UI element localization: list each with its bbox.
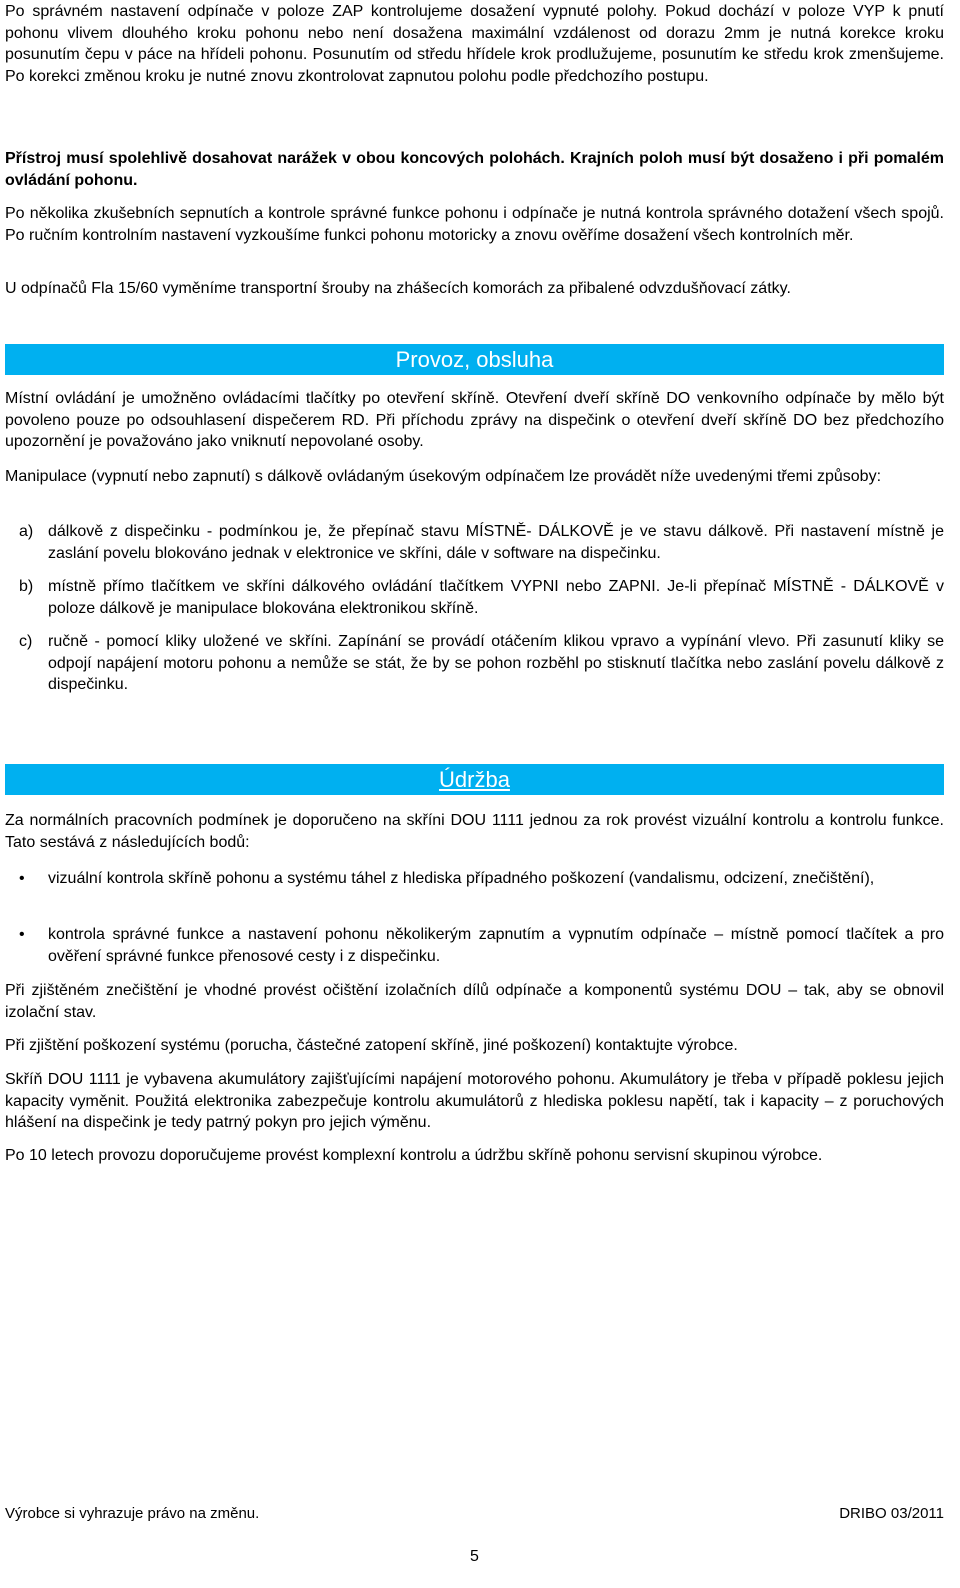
paragraph-cleaning: Při zjištěném znečištění je vhodné provést očištění izolačních dílů odpínače a komponentů systému DOU – tak, aby se obnovil izolační stav. [5, 982, 944, 1021]
list-item-text: místně přímo tlačítkem ve skříni dálkového ovládání tlačítkem VYPNI nebo ZAPNI. Je-li přepínač MÍSTNĚ - DÁLKOVĚ v poloze dálkově je manipulace blokována elektronikou skříně. [48, 578, 944, 617]
paragraph-joint-check: Po několika zkušebních sepnutích a kontrole správné funkce pohonu i odpínače je nutná kontrola správného dotažení všech spojů. Po ručním kontrolním nastavení vyzkoušíme funkci pohonu motoricky a znovu ověříme dosažení všech kontrolních měr. [5, 205, 944, 244]
paragraph-batteries: Skříň DOU 1111 je vybavena akumulátory zajišťujícími napájení motorového pohonu. Akumulátory je třeba v případě poklesu jejich kapacity vyměnit. Použitá elektronika zabezpečuje kontrolu akumulátorů z hlediska poklesu napětí, tak i kapacity – z poruchových hlášení na dispečink je tedy patrný pokyn pro jejich výměnu. [5, 1071, 944, 1131]
paragraph-ten-years: Po 10 letech provozu doporučujeme provést komplexní kontrolu a údržbu skříně pohonu servisní skupinou výrobce. [5, 1147, 823, 1164]
section-heading-udrzba-text: Údržba [439, 766, 510, 792]
list-item-marker: c) [19, 633, 33, 650]
paragraph-adjustment: Po správném nastavení odpínače v poloze ZAP kontrolujeme dosažení vypnuté polohy. Pokud dochází v poloze VYP k pnutí pohonu vlivem dlouhého kroku pohonu nebo není dosažena maximální vzdálenost od dorazu 2mm je nutná korekce kroku posunutím čepu v páce na hřídeli pohonu. Posunutím od středu hřídele krok prodlužujeme, posunutím ke středu krok zmenšujeme. Po korekci změnou kroku je nutné znovu zkontrolovat zapnutou polohu podle předchozího postupu. [5, 3, 944, 85]
list-item-marker: b) [19, 578, 34, 595]
list-item [5, 631, 944, 696]
paragraph-maintenance-intro: Za normálních pracovních podmínek je doporučeno na skříni DOU 1111 jednou za rok provést vizuální kontrolu a kontrolu funkce. Tato sestává z následujících bodů: [5, 812, 944, 851]
section-heading-udrzba [5, 764, 944, 795]
footer-notice: Výrobce si vyhrazuje právo na změnu. [5, 1505, 260, 1522]
page-number: 5 [470, 1548, 479, 1565]
bullet-item [5, 924, 944, 967]
list-item [5, 576, 944, 619]
section-heading-provoz-text: Provoz, obsluha [395, 346, 554, 372]
paragraph-damage: Při zjištění poškození systému (porucha, částečné zatopení skříně, jiné poškození) kontaktujte výrobce. [5, 1037, 738, 1054]
paragraph-end-positions: Přístroj musí spolehlivě dosahovat narážek v obou koncových polohách. Krajních poloh musí být dosaženo i při pomalém ovládání pohonu. [5, 150, 944, 189]
bullet-dot-icon: • [19, 926, 25, 943]
paragraph-local-control: Místní ovládání je umožněno ovládacími tlačítky po otevření skříně. Otevření dveří skříně DO venkovního odpínače by mělo být povoleno pouze po odsouhlasení dispečerem RD. Při příchodu zprávy na dispečink o otevření dveří skříně DO bez předchozího upozornění je považováno jako vniknutí nepovolané osoby. [5, 390, 944, 450]
footer-doc-code: DRIBO 03/2011 [839, 1505, 944, 1522]
section-heading-provoz [5, 344, 944, 375]
paragraph-transport-screws: U odpínačů Fla 15/60 vyměníme transportní šrouby na zhášecích komorách za přibalené odvzdušňovací zátky. [5, 280, 791, 297]
list-item-text: ručně - pomocí kliky uložené ve skříni. Zapínání se provádí otáčením klikou vpravo a vypínání vlevo. Při zasunutí kliky se odpojí napájení motoru pohonu a nemůže se stát, že by se pohon rozběhl po stisknutí tlačítka nebo zaslání povelu dálkově z dispečinku. [48, 633, 944, 693]
list-item-marker: a) [19, 523, 34, 540]
list-item-text: dálkově z dispečinku - podmínkou je, že přepínač stavu MÍSTNĚ- DÁLKOVĚ je ve stavu dálkově. Při nastavení místně je zaslání povelu blokováno jednak v elektronice ve skříni, dále v software na dispečinku. [48, 523, 944, 562]
bullet-item [5, 868, 944, 890]
paragraph-manipulation: Manipulace (vypnutí nebo zapnutí) s dálkově ovládaným úsekovým odpínačem lze provádět níže uvedenými třemi způsoby: [5, 468, 882, 485]
bullet-item-text: kontrola správné funkce a nastavení pohonu několikerým zapnutím a vypnutím odpínače – místně pomocí tlačítek a pro ověření správné funkce přenosové cesty i z dispečinku. [48, 926, 944, 965]
list-item [5, 521, 944, 564]
bullet-item-text: vizuální kontrola skříně pohonu a systému táhel z hlediska případného poškození (vandalismu, odcizení, znečištění), [48, 870, 875, 887]
bullet-dot-icon: • [19, 870, 25, 887]
